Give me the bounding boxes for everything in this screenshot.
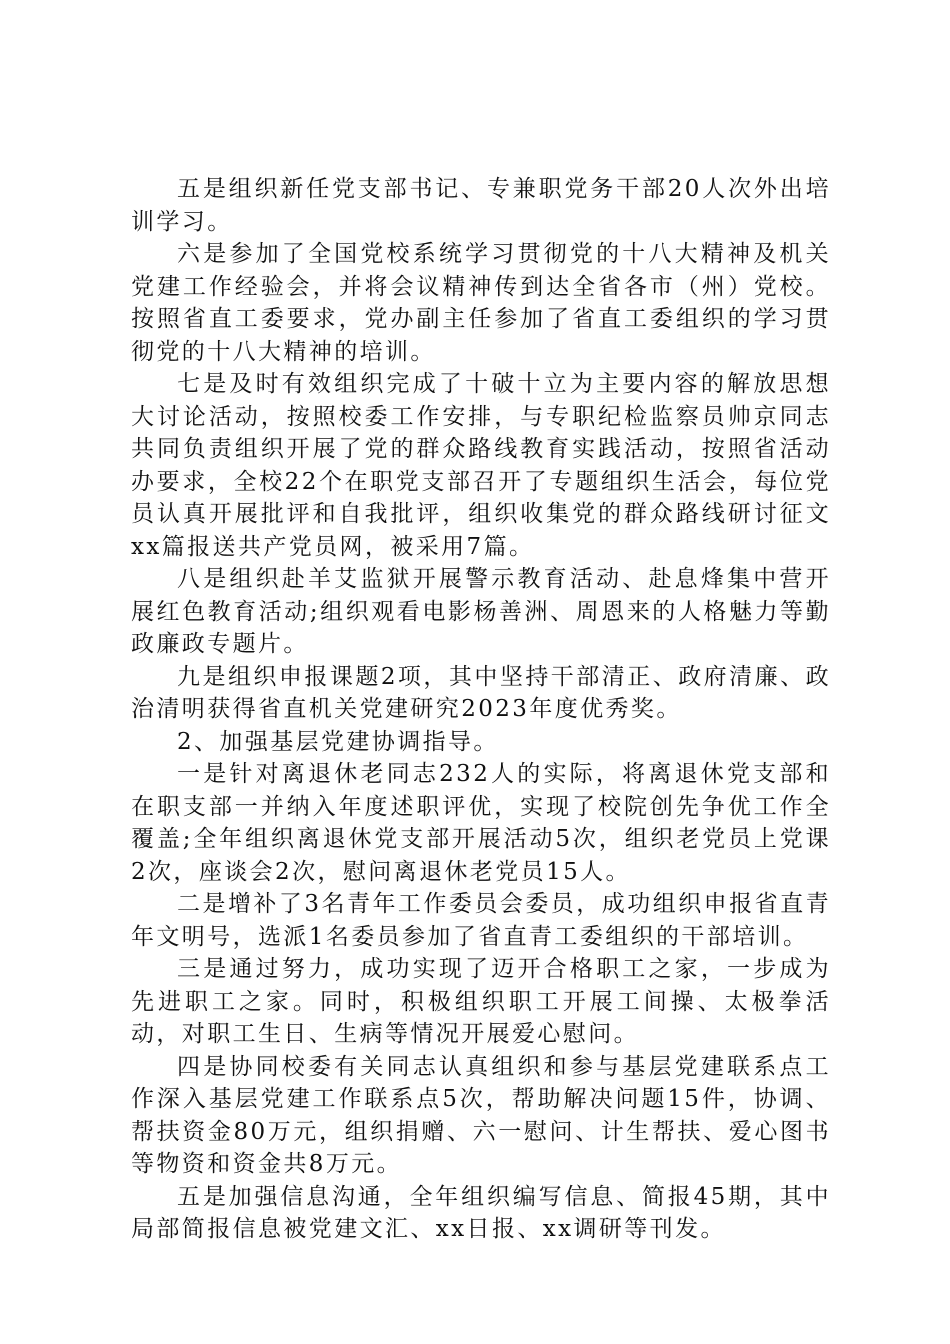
paragraph-youth: 二是增补了3名青年工作委员会委员，成功组织申报省直青年文明号，选派1名委员参加了省直青工委组织的干部培训。: [131, 891, 831, 950]
section-heading-2: 2、加强基层党建协调指导。: [177, 728, 499, 755]
paragraph-item-5-training: 五是组织新任党支部书记、专兼职党务干部20人次外出培训学习。: [131, 176, 831, 235]
paragraph-item-8-education: 八是组织赴羊艾监狱开展警示教育活动、赴息烽集中营开展红色教育活动;组织观看电影杨善洲、周恩来的人格魅力等勤政廉政专题片。: [131, 566, 831, 657]
document-body: [131, 173, 831, 1246]
paragraph-item-6-conference: 六是参加了全国党校系统学习贯彻党的十八大精神及机关党建工作经验会，并将会议精神传到达全省各市（州）党校。按照省直工委要求，党办副主任参加了省直工委组织的学习贯彻党的十八大精神的培训。: [131, 241, 831, 365]
paragraph-item-7-discussion: 七是及时有效组织完成了十破十立为主要内容的解放思想大讨论活动，按照校委工作安排，与专职纪检监察员帅京同志共同负责组织开展了党的群众路线教育实践活动，按照省活动办要求，全校22个在职党支部召开了专题组织生活会，每位党员认真开展批评和自我批评，组织收集党的群众路线研讨征文xx篇报送共产党员网，被采用7篇。: [131, 371, 831, 560]
paragraph-liaison-points: 四是协同校委有关同志认真组织和参与基层党建联系点工作深入基层党建工作联系点5次，帮助解决问题15件，协调、帮扶资金80万元，组织捐赠、六一慰问、计生帮扶、爱心图书等物资和资金共8万元。: [131, 1053, 831, 1177]
paragraph-item-9-research: 九是组织申报课题2项，其中坚持干部清正、政府清廉、政治清明获得省直机关党建研究2023年度优秀奖。: [131, 663, 831, 722]
paragraph-workers-home: 三是通过努力，成功实现了迈开合格职工之家，一步成为先进职工之家。同时，积极组织职工开展工间操、太极拳活动，对职工生日、生病等情况开展爱心慰问。: [131, 956, 831, 1047]
paragraph-information: 五是加强信息沟通，全年组织编写信息、简报45期，其中局部简报信息被党建文汇、xx日报、xx调研等刊发。: [131, 1183, 831, 1242]
paragraph-retirees: 一是针对离退休老同志232人的实际，将离退休党支部和在职支部一并纳入年度述职评优，实现了校院创先争优工作全覆盖;全年组织离退休党支部开展活动5次，组织老党员上党课2次，座谈会2次，慰问离退休老党员15人。: [131, 761, 831, 885]
